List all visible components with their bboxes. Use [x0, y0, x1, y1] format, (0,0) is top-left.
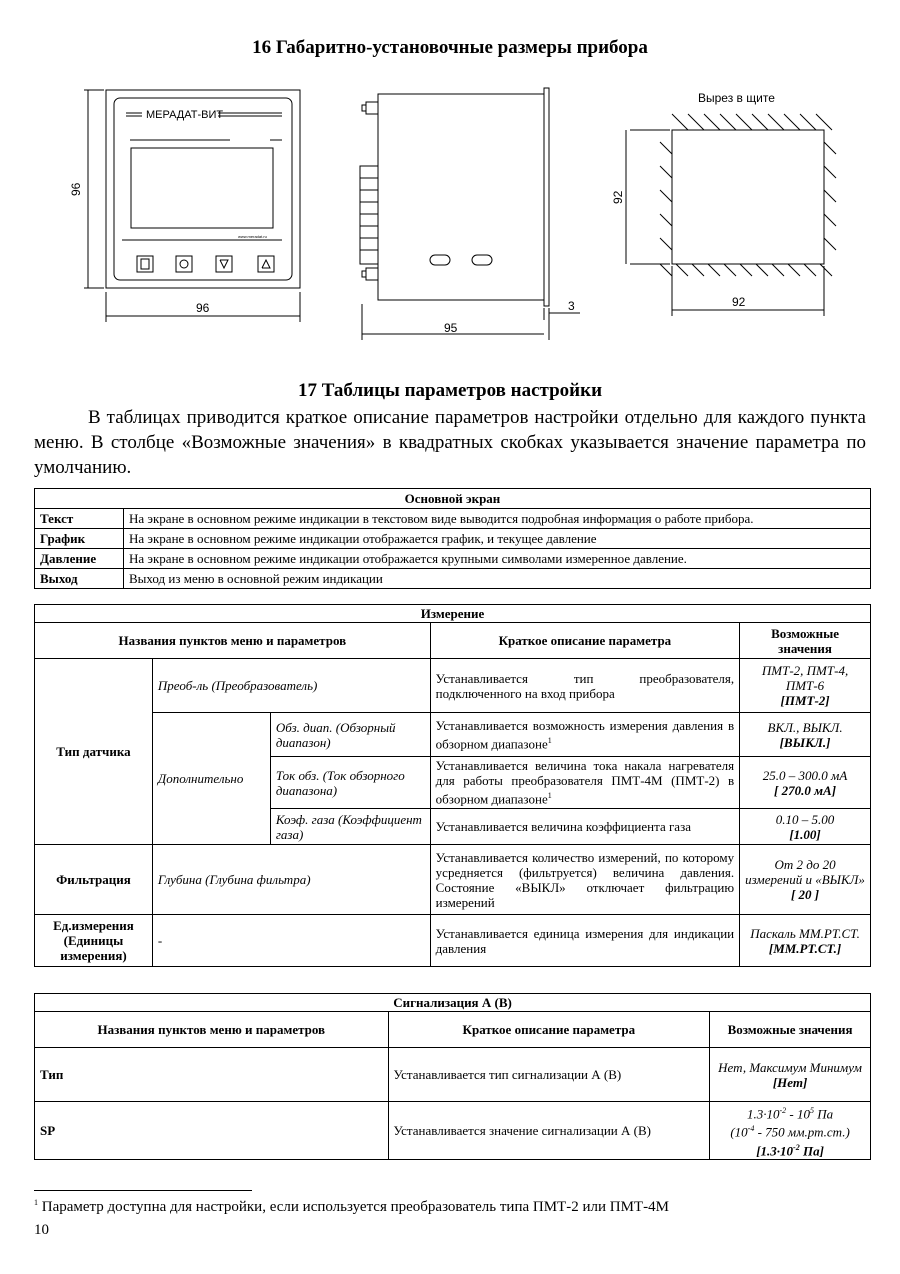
section-16-title: 16 Габаритно-установочные размеры прибора [252, 37, 648, 58]
table-row: График На экране в основном режиме индикации отображается график, и текущее давление [35, 529, 871, 549]
col-header-desc: Краткое описание параметра [430, 623, 739, 659]
side-body-outline [378, 94, 544, 300]
col-header-names: Названия пунктов меню и параметров [35, 623, 431, 659]
table-row: SP Устанавливается значение сигнализации А (В) $1.3\cdot 10^{-2} - 10^5$ Па ($10^{-4} - 750$ мм.рт.ст.) [$1.3\cdot 10^{-2}$ Па] [35, 1102, 871, 1160]
panel-cutout [672, 130, 824, 264]
table-row: Тип Устанавливается тип сигнализации А (В) Нет, Максимум Минимум [Нет] [35, 1048, 871, 1102]
dim-height-label: 96 [69, 182, 83, 196]
dim-flange-label: 3 [568, 299, 575, 313]
enter-key-icon [176, 256, 192, 272]
display-screen [131, 148, 273, 228]
footnote: $^1$ Параметр доступна для настройки, если используется преобразователь типа ПМТ-2 или ПМТ-4М [34, 1198, 669, 1215]
table-caption: Сигнализация А (В) [35, 994, 871, 1012]
dimension-drawing [60, 80, 840, 350]
section-17-title: 17 Таблицы параметров настройки [297, 380, 603, 401]
table-row: Коэф. газа (Коэффициент газа) Устанавливается величина коэффициента газа 0.10 – 5.00 [1.00] [35, 809, 871, 845]
col-header-values: Возможные значения [740, 623, 871, 659]
col-header-names: Названия пунктов меню и параметров [35, 1012, 389, 1048]
alarm-table [34, 993, 871, 1160]
menu-key-icon [137, 256, 153, 272]
dim-depth-label: 95 [444, 321, 458, 335]
table-caption: Основной экран [35, 489, 871, 509]
table-row: Давление На экране в основном режиме индикации отображается крупными символами измеренное давление. [35, 549, 871, 569]
main-screen-table [34, 488, 871, 589]
table-row: Ток обз. (Ток обзорного диапазона) Устанавливается величина тока накала нагревателя для работы преобразователя ПМТ-4М (ПМТ-2) в обзорном диапазоне$^1$ 25.0 – 300.0 мА [ 270.0 мА] [35, 757, 871, 809]
measurement-table [34, 604, 871, 967]
down-key-icon [216, 256, 232, 272]
cutout-height-label: 92 [611, 190, 625, 204]
table-row: Выход Выход из меню в основной режим индикации [35, 569, 871, 589]
table-row: Текст На экране в основном режиме индикации в текстовом виде выводится подробная информация о работе прибора. [35, 509, 871, 529]
cutout-label: Вырез в щите [698, 91, 775, 105]
table-row: Ед.измерения (Единицы измерения) - Устанавливается единица измерения для индикации давления Паскаль ММ.РТ.СТ. [ММ.РТ.СТ.] [35, 915, 871, 967]
intro-paragraph: В таблицах приводится краткое описание параметров настройки отдельно для каждого пункта меню. В столбце «Возможные значения» в квадратных скобках указывается значение параметра по умолчанию. [34, 407, 866, 478]
brand-logo: МЕРАДАТ-ВИТ [146, 109, 224, 121]
table-row: Тип датчика Преоб-ль (Преобразователь) Устанавливается тип преобразователя, подключенного на вход прибора ПМТ-2, ПМТ-4, ПМТ-6 [ПМТ-2] [35, 659, 871, 713]
sensor-type-cell: Тип датчика [35, 659, 153, 845]
col-header-desc: Краткое описание параметра [388, 1012, 710, 1048]
table-row: Дополнительно Обз. диап. (Обзорный диапазон) Устанавливается возможность измерения давления в обзорном диапазоне$^1$ ВКЛ., ВЫКЛ. [ВЫКЛ.] [35, 713, 871, 757]
table-caption: Измерение [35, 605, 871, 623]
table-row: Фильтрация Глубина (Глубина фильтра) Устанавливается количество измерений, по которому усредняется (фильтруется) величина давления. Состояние «ВЫКЛ» отключает фильтрацию измерений От 2 до 20 измерений и «ВЫКЛ» [ 20 ] [35, 845, 871, 915]
page-number: 10 [34, 1222, 49, 1238]
cutout-width-label: 92 [732, 295, 746, 309]
up-key-icon [258, 256, 274, 272]
website-label: www.meradat.ru [238, 234, 267, 239]
col-header-values: Возможные значения [710, 1012, 871, 1048]
dim-width-label: 96 [196, 301, 210, 315]
footnote-divider [34, 1190, 252, 1191]
